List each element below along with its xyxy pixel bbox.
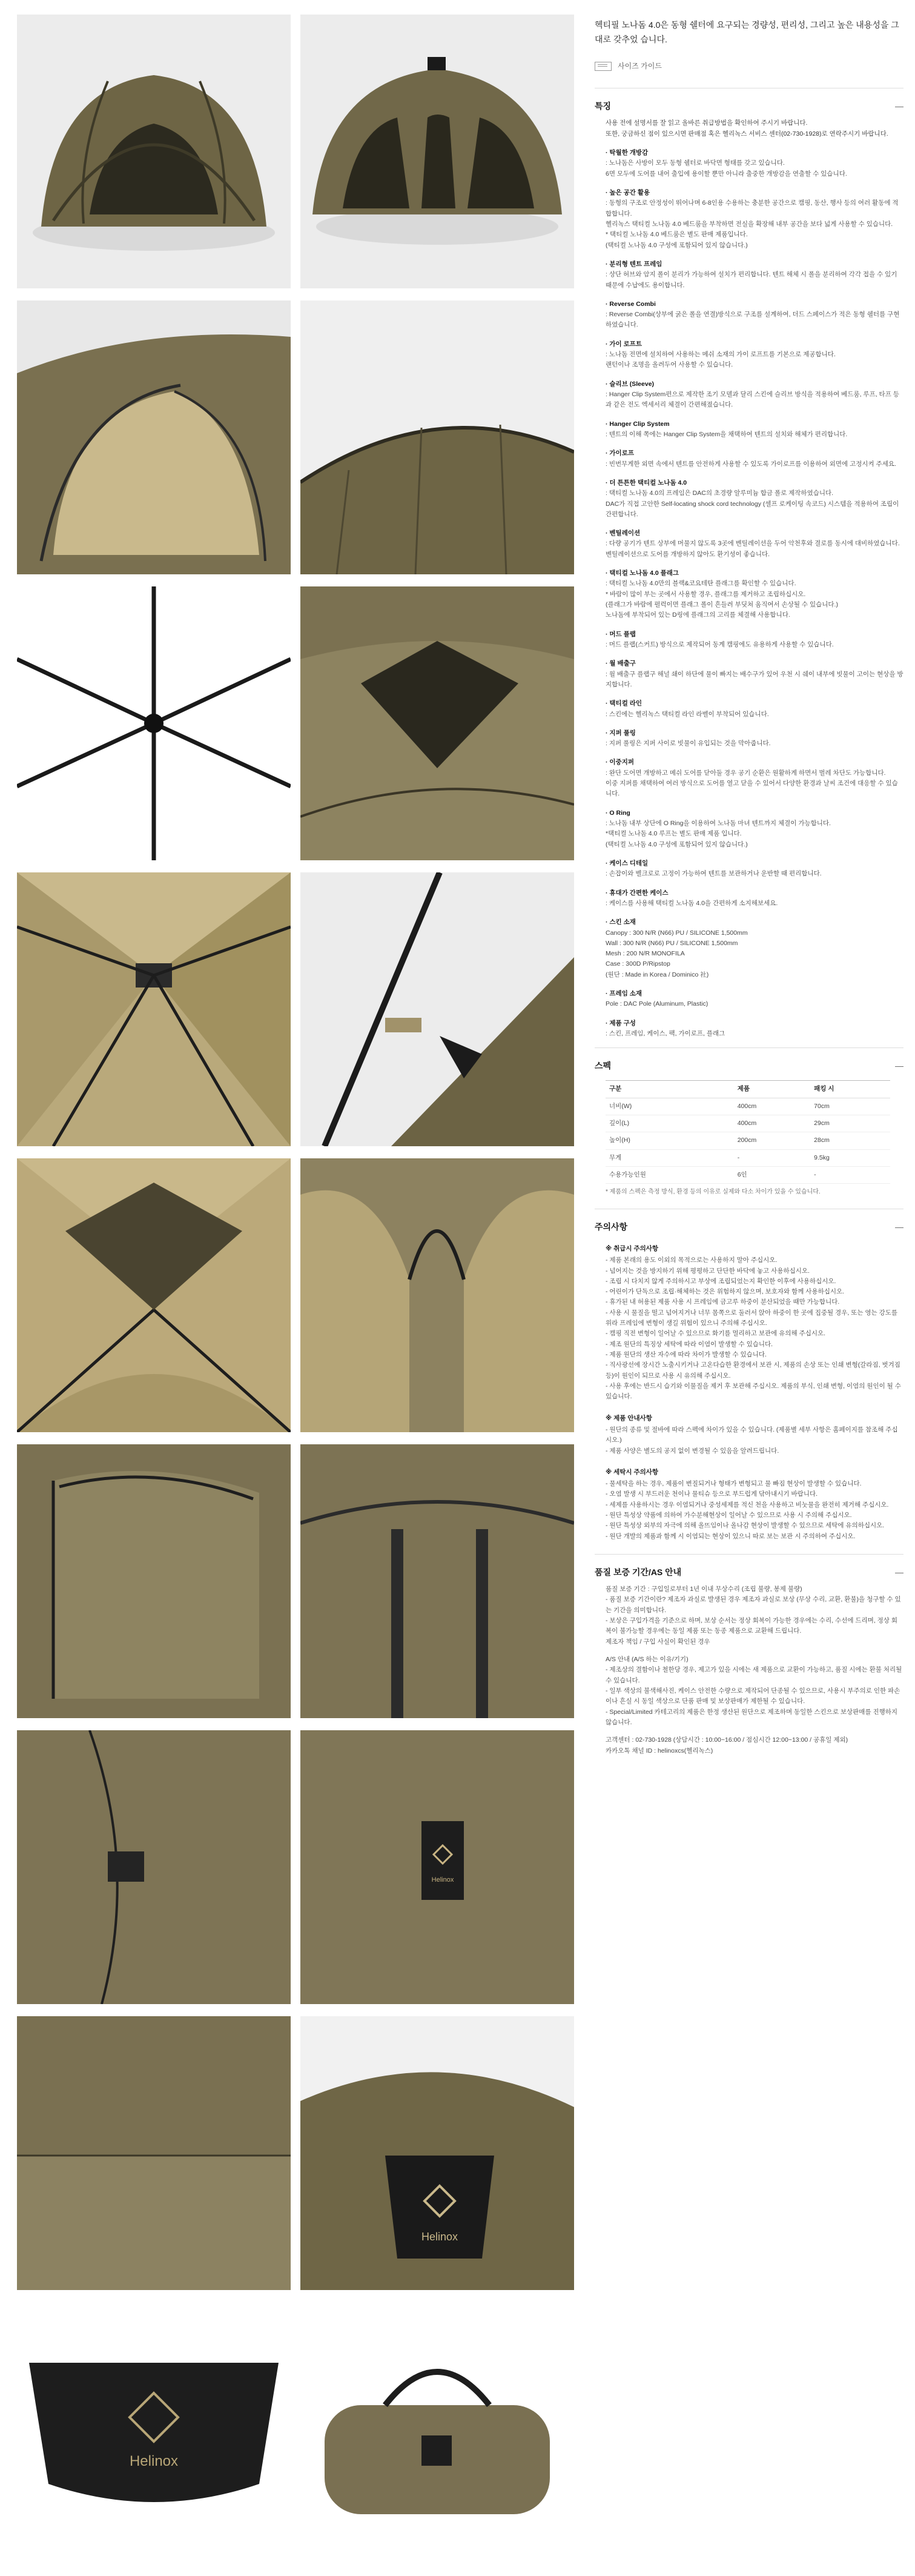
feature-title: · Reverse Combi [606, 300, 656, 308]
divider [595, 1554, 903, 1555]
feature-line: : 택티컬 노나돔 4.0의 프레임은 DAC의 초경량 알루미늄 합금 폴로 제작하였습니다. [606, 490, 834, 497]
care-line: - 원단 특성상 약품에 의하여 가수분해현상이 일어날 수 있으므로 사용 시 주의해 주십시오. [606, 1512, 852, 1519]
warranty-heading: 품질 보증 기간/AS 안내 [595, 1567, 682, 1578]
feature-title: · O Ring [606, 809, 630, 817]
feature-line: Case : 300D P/Ripstop [606, 960, 670, 968]
care-line: - 직사광선에 장시간 노출시키거나 고온다습한 환경에서 보관 시, 제품의 손상 또는 인쇄 변형(갈라짐, 벗겨짐 등)이 원인이 되므로 사용 시 유의해 주십시오. [606, 1361, 900, 1379]
care-line: - 제조 원단의 특징상 세탁에 따라 이염이 발생할 수 있습니다. [606, 1340, 773, 1348]
feature-line: : 케이스를 사용해 택티컬 노나돔 4.0을 간편하게 소지해보세요. [606, 899, 778, 907]
feature-line: 헬리녹스 택티컬 노나돔 4.0 베드룸을 부착하면 전실을 확장해 내부 공간을 보다 넓게 사용할 수 있습니다. [606, 220, 893, 228]
warranty-line: - Special/Limited 카테고리의 제품은 한정 생산된 원단으로 제조하며 동일한 스킨으로 보상판매를 진행하지 않습니다. [606, 1708, 898, 1726]
feature-item [595, 917, 903, 980]
spec-row [606, 1167, 890, 1184]
gallery-image-hub-frame[interactable] [17, 586, 291, 860]
features-intro [595, 118, 903, 139]
care-line: - 사용 후에는 반드시 습기와 이물질을 제거 후 보관해 주십시오. 제품의 부식, 인쇄 변형, 이염의 원인이 될 수 있습니다. [606, 1382, 901, 1401]
care-section-header[interactable] [595, 1218, 903, 1239]
feature-title: · 벤틸레이션 [606, 529, 641, 537]
feature-line: DAC가 직접 고안한 Self-locating shock cord technology (셀프 로케이팅 속코드) 시스템을 적용하여 조립이 간편합니다. [606, 500, 899, 518]
zipper-pull-image [17, 1730, 291, 2004]
spec-table [606, 1080, 890, 1184]
spec-row [606, 1132, 890, 1149]
gallery-image-zipper-pull[interactable] [17, 1730, 291, 2004]
spec-header-row [606, 1081, 890, 1098]
features-heading: 특징 [595, 101, 612, 111]
gallery-image-flag[interactable] [300, 2016, 574, 2290]
feature-line: (택티컬 노나돔 4.0 구성에 포함되어 있지 않습니다.) [606, 241, 748, 249]
care-line: - 제품 원단의 생산 자수에 따라 차이가 발생할 수 있습니다. [606, 1351, 767, 1359]
tent-roof-image [300, 300, 574, 574]
spec-body [606, 1098, 890, 1184]
carry-case-image [300, 2302, 574, 2576]
gallery-image-label[interactable] [300, 1730, 574, 2004]
feature-line: : 다량 공기가 텐트 상부에 머물지 않도록 3곳에 벤틸레이션을 두어 악천후와 결로를 동시에 대비하였습니다. [606, 540, 900, 548]
collapse-icon[interactable]: — [895, 1061, 903, 1071]
feature-title: · Hanger Clip System [606, 420, 670, 428]
spec-cell: 28cm [810, 1132, 890, 1149]
feature-line: : 노나돔은 사방이 모두 동형 쉘터로 바닥면 형태를 갖고 있습니다. [606, 159, 785, 167]
tent-doors-open-image [300, 15, 574, 288]
size-guide-link[interactable] [595, 61, 903, 73]
warranty-list [595, 1584, 903, 1756]
warranty-line [606, 1728, 903, 1735]
feature-line: Pole : DAC Pole (Aluminum, Plastic) [606, 1000, 709, 1008]
warranty-line: 품질 보증 기간 : 구입일로부터 1년 이내 무상수리 (조립 불량, 봉제 불량) [606, 1585, 802, 1593]
spec-cell: 높이(H) [606, 1132, 734, 1149]
care-line: - 제품 사양은 별도의 공지 없이 변경될 수 있음을 알려드립니다. [606, 1447, 779, 1455]
spec-row [606, 1098, 890, 1115]
feature-item [595, 659, 903, 690]
gallery-image-vent[interactable] [300, 586, 574, 860]
warranty-line: 제조자 책임 / 구입 사실이 확인된 경우 [606, 1638, 710, 1645]
spec-row [606, 1149, 890, 1166]
care-line: - 원단 특성상 외부의 자극에 의해 올뜨임이나 올나감 현상이 발생할 수 있으므로 세탁에 유의하십시오. [606, 1522, 885, 1530]
feature-title: · 케이스 디테일 [606, 859, 649, 867]
feature-title: · 가이로프 [606, 450, 634, 457]
care-line: - 조립 시 다치지 않게 주의하시고 부상에 조립되었는지 확인한 이후에 사용하십시오. [606, 1277, 836, 1285]
pole-hub-image [17, 586, 291, 860]
feature-title: · 탁월한 개방감 [606, 149, 649, 157]
feature-title: · 가이 로프트 [606, 340, 642, 348]
care-line: - 제품 본래의 용도 이외의 목적으로는 사용하지 말아 주십시오. [606, 1256, 778, 1264]
spec-cell: 깊이(L) [606, 1115, 734, 1132]
spec-cell: 무게 [606, 1149, 734, 1166]
feature-line: : 완단 도어면 개방하고 메쉬 도어를 닫아둘 경우 공기 순환은 원활하게 하면서 벌레 차단도 가능합니다. [606, 769, 886, 777]
spec-cell: 200cm [734, 1132, 810, 1149]
feature-line: : 지퍼 풀링은 지퍼 사이로 빗물이 유입되는 것을 막아줍니다. [606, 740, 771, 748]
gallery-image-loft[interactable] [17, 1158, 291, 1432]
feature-title: · 높은 공간 활용 [606, 189, 650, 197]
gallery-image-interior-hub[interactable] [17, 872, 291, 1146]
gear-loft-image [17, 1158, 291, 1432]
feature-item [595, 148, 903, 179]
feature-title: · 머드 플랩 [606, 630, 636, 638]
care-group-title: ※ 취급시 주의사항 [606, 1244, 659, 1252]
feature-item [595, 528, 903, 560]
feature-title: · 이중지퍼 [606, 759, 634, 766]
feature-item [595, 339, 903, 371]
interior-ceiling-image [17, 872, 291, 1146]
feature-title: · 택티컬 라인 [606, 700, 642, 708]
feature-line: : 택티컬 노나돔 4.0만의 블랙&코요테탄 플래그를 확인할 수 있습니다. [606, 580, 796, 588]
warranty-line: - 품질 보증 기간이란? 제조자 과실로 발생된 경우 제조자 과실로 보상 (무상 수리, 교환, 환불)을 청구할 수 있는 기간을 의미합니다. [606, 1596, 901, 1614]
care-line: - 오염 발생 시 부드러운 천이나 물티슈 등으로 부드럽게 닦아내시기 바랍니다. [606, 1490, 818, 1498]
tent-entrance-image [17, 300, 291, 574]
feature-line: * 바람이 많이 부는 곳에서 사용할 경우, 플래그를 제거하고 조립하십시오. [606, 590, 806, 598]
flag-brand-text: Helinox [421, 2231, 458, 2243]
collapse-icon[interactable]: — [895, 1567, 903, 1578]
care-list [595, 1244, 903, 1548]
feature-line: Mesh : 200 N/R MONOFILA [606, 950, 685, 958]
care-line: - 물세탁을 하는 경우, 제품이 변질되거나 형태가 변형되고 물 빠짐 현상이 발생할 수 있습니다. [606, 1480, 862, 1488]
feature-item [595, 757, 903, 799]
label-brand-text: Helinox [431, 1876, 454, 1884]
divider [595, 1047, 903, 1048]
spec-column-header: 패킹 시 [810, 1081, 890, 1098]
feature-line: : 스킨에는 헬리녹스 택티컬 라인 라벨이 부착되어 있습니다. [606, 710, 769, 718]
flag-image [300, 2016, 574, 2290]
spec-cell: 400cm [734, 1115, 810, 1132]
feature-item [595, 419, 903, 440]
feature-item [595, 728, 903, 749]
gallery-image-clip[interactable] [300, 872, 574, 1146]
care-group-title: ※ 제품 안내사항 [606, 1414, 652, 1422]
feature-item [595, 299, 903, 331]
care-line: - 휴가된 내 허용된 제품 사용 시 프레임에 금고루 하중이 분산되었을 때만 가능합니다. [606, 1298, 840, 1306]
mesh-door-image [300, 1444, 574, 1718]
spec-cell: - [810, 1167, 890, 1184]
feature-title: · 슬리브 (Sleeve) [606, 380, 655, 388]
ground-sheet-image [17, 2302, 291, 2576]
spec-cell: 너비(W) [606, 1098, 734, 1115]
gallery-image-mud-flap[interactable] [17, 2016, 291, 2290]
care-line: - 세제를 사용하시는 경우 이염되거나 중성세제를 적신 천을 사용하고 비눗물을 완전히 제거해 주십시오. [606, 1501, 889, 1509]
warranty-line: - 보상은 구입가격을 기준으로 하며, 보상 순서는 정상 회복이 가능한 경우에는 수리, 수선에 드리며, 정상 회복이 불가능할 경우에는 동일 제품 또는 동종 제품으로 교환해 드립니다. [606, 1617, 898, 1635]
feature-line: : Reverse Combi(상부에 굵은 폴을 연결)방식으로 구조를 설계하여, 더드 스페이스가 적은 동형 쉘터를 구현하였습니다. [606, 311, 900, 329]
feature-line: : 스킨, 프레임, 케이스, 팩, 가이로프, 플래그 [606, 1030, 725, 1038]
feature-line: (원단 : Made in Korea / Dominico 社) [606, 971, 709, 978]
spec-row [606, 1115, 890, 1132]
spacer [595, 1403, 903, 1409]
feature-title: · 택티컬 노나돔 4.0 플래그 [606, 569, 679, 577]
feature-item [595, 629, 903, 651]
warranty-line: 고객센터 : 02-730-1928 (상담시간 : 10:00~16:00 / 점심시간 12:00~13:00 / 공휴일 제외) [606, 1736, 848, 1744]
feature-line: 6면 모두에 도어를 내어 출입에 용이할 뿐만 아니라 출중한 개방감을 연출할 수 있습니다. [606, 170, 847, 178]
feature-item [595, 568, 903, 621]
spec-cell: 6인 [734, 1167, 810, 1184]
feature-item [595, 478, 903, 520]
product-info-panel [595, 18, 903, 1756]
feature-title: · 월 배출구 [606, 660, 636, 668]
gallery-image-zipper[interactable] [300, 1158, 574, 1432]
feature-line: : Hanger Clip System편으로 제작한 조기 모델과 달리 스킨에 슬리브 방식을 적용하여 베드룸, 루프, 타프 등과 같은 전도 엑세서리 체결이 간편해졌습니다. [606, 391, 899, 409]
feature-line: : 노나돔 전면에 설치하여 사용하는 메쉬 소재의 가이 로프트를 기본으로 제공합니다. [606, 351, 836, 359]
feature-item [595, 888, 903, 909]
features-intro-line: 사용 전에 설명서를 잘 읽고 올바른 취급방법을 확인하여 주시기 바랍니다. [606, 119, 808, 127]
tent-exterior-image [17, 15, 291, 288]
sheet-brand-text: Helinox [129, 2453, 179, 2469]
hanger-clip-image [300, 872, 574, 1146]
warranty-line: - 제조상의 결함이나 철한당 경우, 제고가 있을 시에는 새 제품으로 교환이 가능하고, 품질 시에는 환불 처리될 수 있습니다. [606, 1666, 902, 1684]
double-zipper-image [300, 1158, 574, 1432]
feature-line: (택티컬 노나돔 4.0 구성에 포함되어 있지 않습니다.) [606, 840, 748, 848]
gallery-image-ground-sheet[interactable] [17, 2302, 291, 2576]
care-line: - 넘어지는 것을 방지하기 위해 평평하고 단단한 바닥에 놓고 사용하십시오. [606, 1267, 810, 1275]
features-list [595, 148, 903, 1039]
gallery-image-tent-top[interactable] [300, 300, 574, 574]
warranty-section-header[interactable] [595, 1563, 903, 1584]
feature-item [595, 699, 903, 720]
feature-item [595, 808, 903, 850]
feature-title: · 분리형 텐트 프레임 [606, 260, 662, 268]
feature-line: : 노나돔 내부 상단에 O Ring을 이용하여 노나돔 마녀 텐트까지 체결이 가능합니다. [606, 820, 831, 828]
feature-line: : 동형의 구조로 안정성이 뛰어나며 6-8인용 수용하는 충분한 공간으로 캠핑, 동산, 행사 등의 여러 활동에 적합합니다. [606, 199, 899, 217]
product-intro: 헥티필 노나돔 4.0은 동형 쉘터에 요구되는 경량성, 편리성, 그리고 높은 내용성을 그대로 갖추었 습니다. [595, 20, 899, 44]
feature-line: 벤틸레이션으로 도어를 개방하지 않아도 환기성이 좋습니다. [606, 550, 770, 558]
gallery-image-mesh-door[interactable] [300, 1444, 574, 1718]
feature-line: (플래그가 바람에 펄럭이면 플래그 폴이 흔들려 부딪쳐 움직여서 손상될 수 있습니다.) [606, 601, 838, 609]
spacer [595, 1456, 903, 1462]
feature-title: · 프레임 소재 [606, 990, 642, 998]
feature-title: · 휴대가 간편한 케이스 [606, 889, 669, 897]
spec-column-header: 제품 [734, 1081, 810, 1098]
feature-line: : 손잡이와 벨크로로 고정이 가능하여 텐트를 보관하거나 운반할 때 편리합니다. [606, 870, 822, 878]
brand-label-image [300, 1730, 574, 2004]
gallery-image-tent-side[interactable] [300, 15, 574, 288]
care-line: - 캠핑 직전 변형이 일어날 수 있으므로 화기를 멀리하고 보관에 유의해 주십시오. [606, 1330, 826, 1338]
feature-item [595, 448, 903, 470]
gallery-image-carry-case[interactable] [300, 2302, 574, 2576]
feature-item [595, 379, 903, 411]
ventilation-image [300, 586, 574, 860]
spec-cell: 29cm [810, 1115, 890, 1132]
feature-line: 노나돔에 부착되어 있는 D링에 플래그의 고리를 체결해 사용합니다. [606, 611, 790, 619]
spec-heading: 스펙 [595, 1061, 612, 1071]
spacer [595, 1542, 903, 1548]
feature-line: : 머드 플랩(스커트) 방식으로 제작되어 동계 캠핑에도 유용하게 사용할 수 있습니다. [606, 640, 834, 648]
spec-cell: 9.5kg [810, 1149, 890, 1166]
warranty-line: A/S 안내 (A/S 하는 이유/기기) [606, 1656, 689, 1664]
features-intro-line: 또한, 궁금하신 점이 있으시면 판매점 혹은 헬리녹스 서비스 센터(02-730-1928)로 연락주시기 바랍니다. [606, 130, 888, 138]
warranty-line [606, 1647, 903, 1655]
feature-item [595, 858, 903, 880]
care-heading: 주의사항 [595, 1221, 628, 1232]
care-line: - 원단 개발의 제품과 함께 시 이염되는 현상이 있으니 따로 보는 보관 시 주의하여 주십시오. [606, 1532, 856, 1540]
care-line: - 원단의 종류 및 절바에 따라 스펙에 차이가 있을 수 있습니다. (제품별 세부 사항은 홈페이지를 참조해 주십시오.) [606, 1426, 898, 1444]
spec-cell: 400cm [734, 1098, 810, 1115]
spec-cell: 70cm [810, 1098, 890, 1115]
care-group-title: ※ 세탁시 주의사항 [606, 1468, 659, 1476]
collapse-icon[interactable]: — [895, 101, 903, 111]
features-section-header[interactable] [595, 97, 903, 118]
size-guide-label: 사이즈 가이드 [618, 61, 662, 70]
mud-flap-image [17, 2016, 291, 2290]
feature-line: : 텐트의 이해 쪽에는 Hanger Clip System을 채택하여 텐트의 설치와 해체가 편리합니다. [606, 430, 848, 438]
warranty-line: - 일부 색상의 불색해사진, 케이스 안전한 수량으로 제작되어 단종될 수 있으므로, 사용시 부주의로 인한 파손이나 흔실 시 동일 색상으로 단품 판매 및 보상판매가 제한될 수 있습니다. [606, 1687, 900, 1705]
feature-title: · 제품 구성 [606, 1019, 636, 1027]
feature-line: * 택티컬 노나돔 4.0 베드룸은 별도 판매 제품입니다. [606, 231, 748, 239]
warranty-line: 카카오톡 채널 ID : helinoxcs(헬리녹스) [606, 1747, 713, 1754]
feature-line: *택티컬 노나돔 4.0 루프는 별도 판매 제품 입니다. [606, 830, 742, 838]
feature-item [595, 1018, 903, 1040]
feature-line: Wall : 300 N/R (N66) PU / SILICONE 1,500mm [606, 939, 738, 947]
spec-cell: - [734, 1149, 810, 1166]
spec-note: * 제품의 스펙은 측정 방식, 환경 등의 이유로 실제와 다소 차이가 있을 수 있습니다. [606, 1189, 821, 1196]
window-panel-image [17, 1444, 291, 1718]
feature-title: · 더 튼튼한 택티컬 노나돔 4.0 [606, 479, 687, 486]
feature-line: : 월 배출구 플랩구 해널 쇄이 하단에 물이 빠지는 배수구가 있어 우천 시 쉐이 내부에 빗물이 고이는 현상을 방지합니다. [606, 670, 903, 688]
feature-line: 랜턴이나 조명을 올려두어 사용할 수 있습니다. [606, 361, 733, 369]
gallery-image-tent-door[interactable] [17, 300, 291, 574]
spec-cell: 수용가능인원 [606, 1167, 734, 1184]
care-line: - 어린이가 단독으로 조립·해체하는 것은 위험하지 않으며, 보호자와 함께 사용하십시오. [606, 1288, 845, 1296]
spec-section-header[interactable] [595, 1057, 903, 1078]
feature-title: · 스킨 소재 [606, 918, 636, 926]
feature-line: : 빈번무게한 외면 속에서 텐트를 안전하게 사용할 수 있도록 가이로프를 이용하여 외면에 고정시켜 주세요. [606, 460, 896, 468]
feature-line: 이중 지퍼를 채택하여 여러 방식으로 도어를 열고 닫을 수 있어서 다양한 환경과 날씨 조건에 대응할 수 있습니다. [606, 780, 898, 798]
feature-item [595, 259, 903, 291]
feature-item [595, 989, 903, 1010]
care-line: - 사용 시 물질을 떨고 넘어지거나 너무 몸쪽으로 둘러서 앉아 하중이 한 곳에 집중될 경우, 또는 영는 강도를 위라 프레임에 변형이 생길 위험이 있으니 주의해 주십시오. [606, 1309, 898, 1327]
ruler-icon [595, 62, 612, 71]
gallery-image-tent-front[interactable] [17, 15, 291, 288]
feature-line: : 상단 허브와 암지 폴이 분리가 가능하여 설치가 편리합니다. 텐트 해체 시 폴을 분리하여 각각 접을 수 있기 때문에 수납에도 용이합니다. [606, 271, 897, 289]
collapse-icon[interactable]: — [895, 1221, 903, 1232]
gallery-image-window[interactable] [17, 1444, 291, 1718]
feature-title: · 지퍼 풀링 [606, 729, 636, 737]
spec-column-header: 구분 [606, 1081, 734, 1098]
feature-item [595, 188, 903, 251]
feature-line: Canopy : 300 N/R (N66) PU / SILICONE 1,500mm [606, 929, 748, 937]
